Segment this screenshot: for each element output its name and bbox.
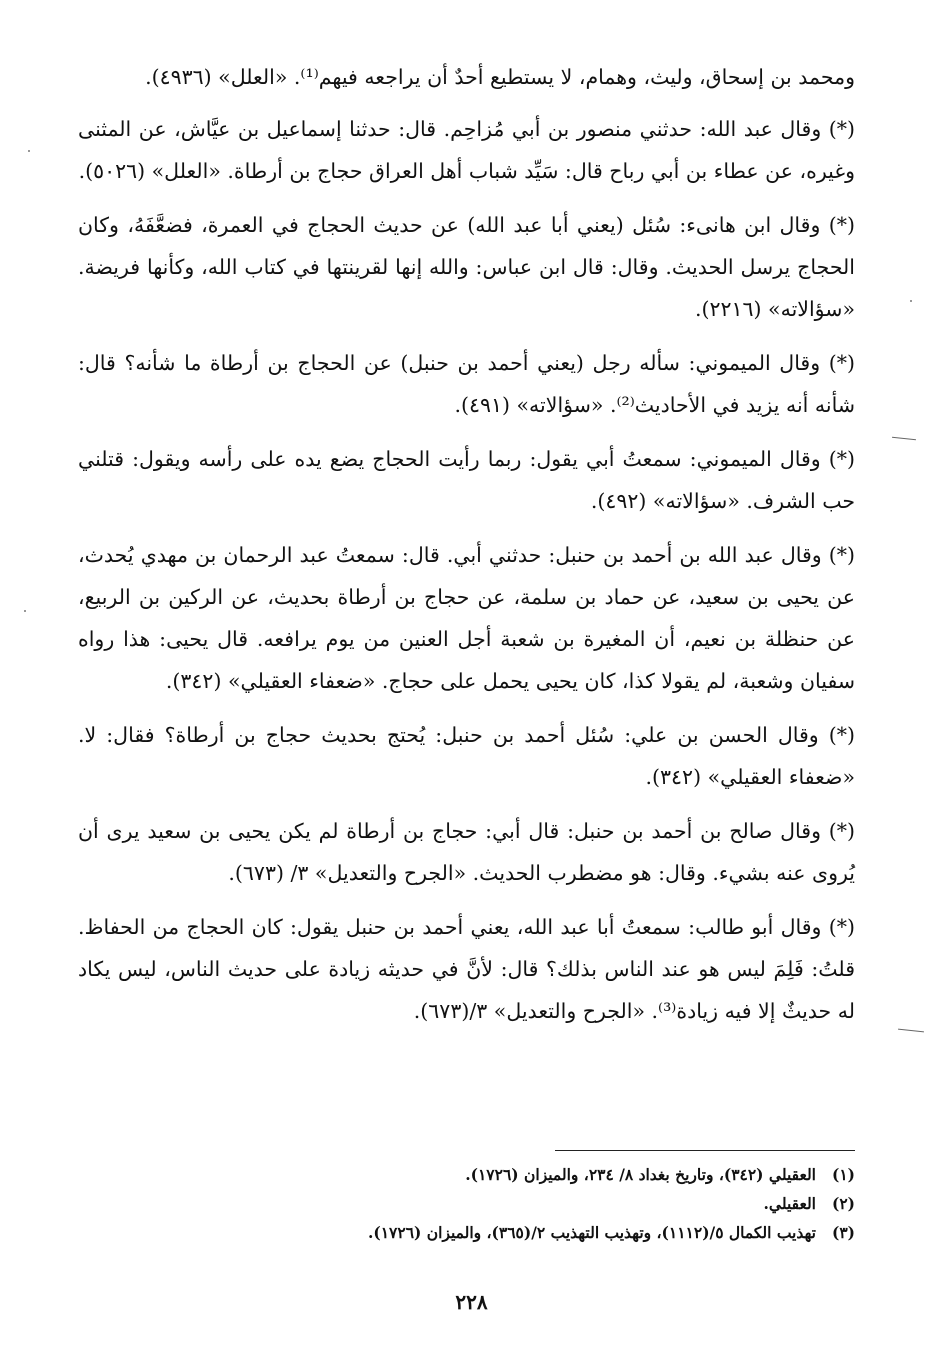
page-number: ٢٢٨ — [455, 1290, 488, 1314]
scan-margin-mark — [898, 1029, 924, 1033]
scan-dot — [910, 300, 912, 302]
footnote-number: (١) — [831, 1165, 855, 1184]
footnotes — [78, 1160, 855, 1247]
paragraph-5: (*) وقال الميموني: سمعتُ أبي يقول: ربما رأيت الحجاج يضع يده على رأسه ويقول: قتلني حب الشرف. «سؤالاته» (٤٩٢). — [78, 447, 855, 513]
scan-dot — [24, 610, 26, 612]
footnote-3 — [78, 1218, 855, 1247]
paragraph-1: ومحمد بن إسحاق، وليث، وهمام، لا يستطيع أحدٌ أن يراجعه فيهم⁽¹⁾. «العلل» (٤٩٣٦). — [145, 65, 855, 89]
main-text — [78, 56, 855, 1044]
paragraph-8: (*) وقال صالح بن أحمد بن حنبل: قال أبي: حجاج بن أرطاة لم يكن يحيى بن سعيد يرى أن يُروى عنه بشيء. وقال: هو مضطرب الحديث. «الجرح والتعديل» ٣/ (٦٧٣). — [78, 819, 855, 885]
footnote-number: (٢) — [831, 1194, 855, 1213]
footnote-text: العقيلي. — [763, 1194, 816, 1213]
scan-margin-mark — [892, 437, 916, 441]
footnote-2 — [78, 1189, 855, 1218]
paragraph-6: (*) وقال عبد الله بن أحمد بن حنبل: حدثني أبي. قال: سمعتُ عبد الرحمان بن مهدي يُحدث، عن يحيى بن سعيد، عن حماد بن سلمة، عن حجاج بن أرطاة بحديث، عن الركين بن الربيع، عن حنظلة بن نعيم، أن المغيرة بن شعبة أجل العنين من يوم يرافعه. قال يحيى: هذا رواه سفيان وشعبة، لم يقولا كذا، كان يحيى يحمل على حجاج. «ضعفاء العقيلي» (٣٤٢). — [78, 543, 855, 693]
scan-dot — [28, 150, 30, 152]
paragraph-9: (*) وقال أبو طالب: سمعتُ أبا عبد الله، يعني أحمد بن حنبل يقول: كان الحجاج من الحفاظ. قلتُ: فَلِمَ ليس هو عند الناس بذلك؟ قال: لأنَّ في حديثه زيادة على حديث الناس، ليس يكاد له حديثٌ إلا فيه زيادة⁽³⁾. «الجرح والتعديل» ٣/(٦٧٣). — [78, 915, 855, 1023]
paragraph-7: (*) وقال الحسن بن علي: سُئل أحمد بن حنبل: يُحتج بحديث حجاج بن أرطاة؟ فقال: لا. «ضعفاء العقيلي» (٣٤٢). — [78, 723, 855, 789]
footnote-1 — [78, 1160, 855, 1189]
paragraph-4: (*) وقال الميموني: سأله رجل (يعني أحمد بن حنبل) عن الحجاج بن أرطاة ما شأنه؟ قال: شأنه أنه يزيد في الأحاديث⁽²⁾. «سؤالاته» (٤٩١). — [78, 351, 855, 417]
footnote-text: تهذيب الكمال ٥/(١١١٢)، وتهذيب التهذيب ٢/(٣٦٥)، والميزان (١٧٢٦). — [367, 1223, 816, 1242]
paragraph-3: (*) وقال ابن هانىء: سُئل (يعني أبا عبد الله) عن حديث الحجاج في العمرة، فضعَّفَهُ، وكان الحجاج يرسل الحديث. وقال: قال ابن عباس: والله إنها لقرينتها في كتاب الله، وكأنها فريضة. «سؤالاته» (٢٢١٦). — [78, 213, 855, 321]
footnote-number: (٣) — [831, 1223, 855, 1242]
paragraph-2: (*) وقال عبد الله: حدثني منصور بن أبي مُزاحِم. قال: حدثنا إسماعيل بن عيَّاش، عن المثنى وغيره، عن عطاء بن أبي رباح قال: سَيِّد شباب أهل العراق حجاج بن أرطاة. «العلل» (٥٠٢٦). — [78, 117, 855, 183]
footnote-divider — [555, 1150, 855, 1151]
footnote-text: العقيلي (٣٤٢)، وتاريخ بغداد ٨/ ٢٣٤، والميزان (١٧٢٦). — [465, 1165, 816, 1184]
